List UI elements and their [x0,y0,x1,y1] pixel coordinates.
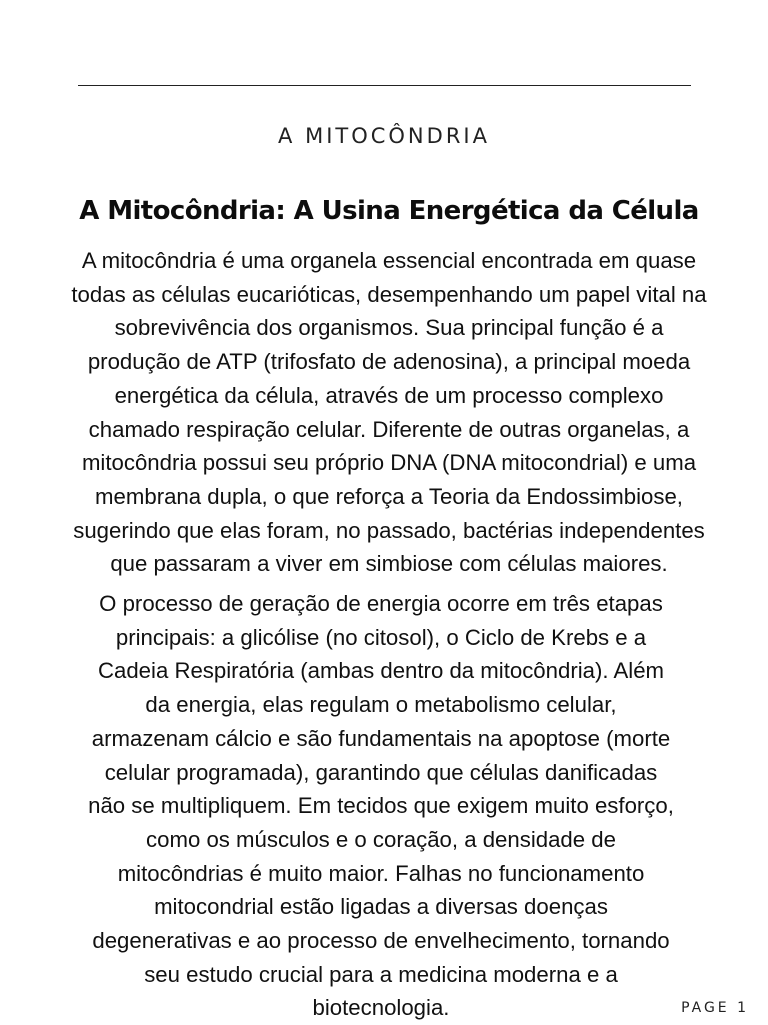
paragraph-line: armazenam cálcio e são fundamentais na apoptose (morte [91,725,671,751]
paragraph-line: degenerativas e ao processo de envelhecimento, tornando [92,928,670,954]
paragraph-line: A mitocôndria é uma organela essencial encontrada em quase [81,248,697,273]
paragraph-line: sugerindo que elas foram, no passado, bactérias independentes [73,517,705,543]
paragraph-line: como os músculos e o coração, a densidade de [146,826,616,852]
paragraph-line: O processo de geração de energia ocorre em três etapas [99,591,663,616]
paragraph-line: chamado respiração celular. Diferente de outras organelas, a [88,416,690,442]
paragraph-line: não se multipliquem. Em tecidos que exigem muito esforço, [88,793,674,819]
paragraph-2 [0,587,768,1025]
paragraph-line: biotecnologia. [312,995,450,1021]
paragraph-line: principais: a glicólise (no citosol), o Ciclo de Krebs e a [115,624,647,650]
paragraph-line: mitocondrial estão ligadas a diversas doenças [154,894,608,920]
header-divider [78,85,691,86]
paragraph-line: Cadeia Respiratória (ambas dentro da mitocôndria). Além [97,658,665,684]
paragraph-line: produção de ATP (trifosfato de adenosina), a principal moeda [87,349,691,375]
paragraph-line: seu estudo crucial para a medicina moderna e a [144,961,618,987]
paragraph-line: mitocôndrias é muito maior. Falhas no funcionamento [117,860,645,886]
paragraph-line: da energia, elas regulam o metabolismo celular, [145,692,617,718]
paragraph-line: que passaram a viver em simbiose com células maiores. [110,551,668,577]
paragraph-line: energética da célula, através de um processo complexo [114,382,664,408]
article-title: A Mitocôndria: A Usina Energética da Célula [79,196,699,226]
paragraph-line: membrana dupla, o que reforça a Teoria da Endossimbiose, [95,483,683,509]
paragraph-1 [0,244,768,581]
paragraph-line: todas as células eucarióticas, desempenhando um papel vital na [71,281,707,307]
page-number: PAGE 1 [681,1000,749,1016]
paragraph-line: mitocôndria possui seu próprio DNA (DNA mitocondrial) e uma [81,450,697,476]
section-kicker: A MITOCÔNDRIA [278,124,490,148]
paragraph-line: celular programada), garantindo que células danificadas [104,759,658,785]
paragraph-line: sobrevivência dos organismos. Sua principal função é a [114,315,664,341]
